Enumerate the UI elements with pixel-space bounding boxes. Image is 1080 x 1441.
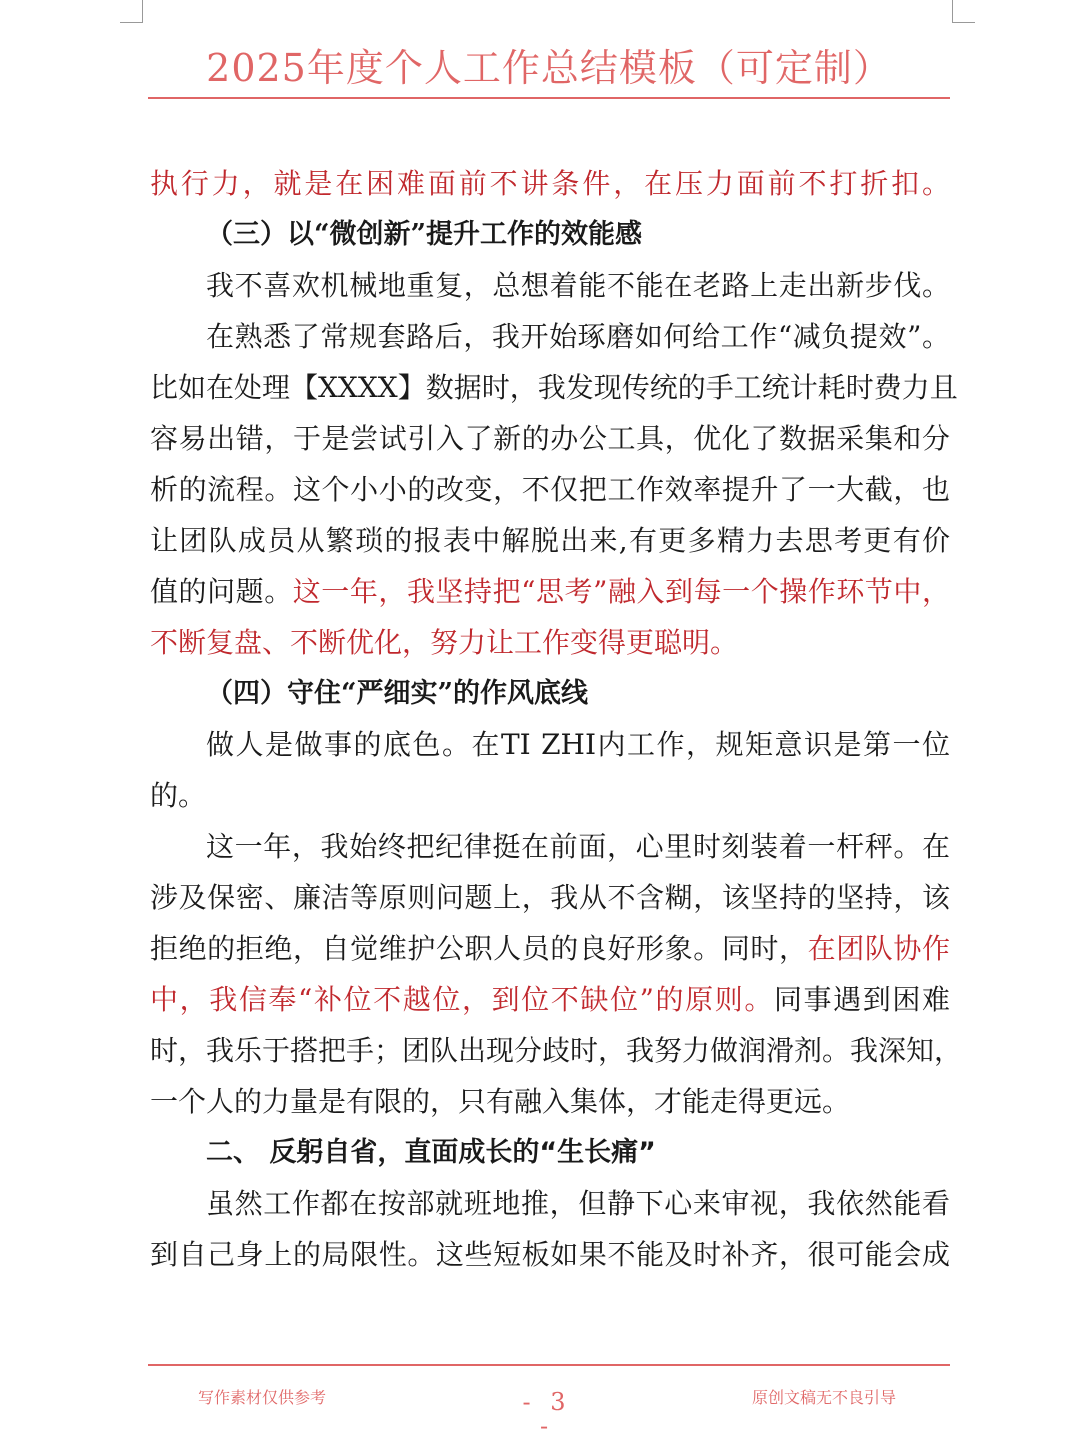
body-text: 比如在处理【XXXX】数据时，我发现传统的手工统计耗时费力且 [150, 371, 958, 404]
paragraph-line [150, 923, 950, 974]
header-divider [148, 97, 950, 99]
document-title: 2025年度个人工作总结模板（可定制） [206, 46, 892, 90]
body-text: 做人是做事的底色。在TI ZHI内工作，规矩意识是第一位 [206, 728, 950, 761]
page-number: - 3 - [522, 1388, 572, 1440]
section-heading [150, 209, 950, 260]
paragraph-line [150, 974, 950, 1025]
footer-divider [148, 1364, 950, 1366]
document-body [150, 158, 963, 1280]
paragraph-line [150, 1025, 963, 1076]
paragraph-line [150, 158, 950, 209]
body-text: 值的问题。 [150, 575, 293, 608]
section-heading-text: （四）守住“严细实”的作风底线 [206, 678, 589, 709]
section-heading-text: （三）以“微创新”提升工作的效能感 [206, 219, 643, 250]
body-text: 这一年，我始终把纪律挺在前面，心里时刻装着一杆秤。在 [206, 830, 950, 863]
page-corner-mark-right [952, 0, 975, 23]
paragraph-line [150, 311, 950, 362]
emphasis-text: 不断复盘、不断优化，努力让工作变得更聪明。 [150, 626, 739, 659]
emphasis-text: 中，我信奉“补位不越位，到位不缺位”的原则。 [150, 983, 774, 1016]
body-text: 涉及保密、廉洁等原则问题上，我从不含糊，该坚持的坚持，该 [150, 881, 950, 914]
body-text: 一个人的力量是有限的，只有融入集体，才能走得更远。 [150, 1085, 851, 1118]
page-corner-mark-left [120, 0, 143, 23]
paragraph-line [150, 617, 950, 668]
body-text: 拒绝的拒绝，自觉维护公职人员的良好形象。同时， [150, 932, 808, 965]
body-text: 在熟悉了常规套路后，我开始琢磨如何给工作“减负提效”。 [206, 320, 950, 353]
paragraph-line [150, 566, 950, 617]
paragraph-line [150, 515, 950, 566]
paragraph-line [150, 719, 950, 770]
paragraph-line [150, 260, 950, 311]
footer-disclaimer-left: 写作素材仅供参考 [198, 1388, 327, 1407]
body-text: 虽然工作都在按部就班地推，但静下心来审视，我依然能看 [206, 1187, 950, 1220]
body-text: 我不喜欢机械地重复，总想着能不能在老路上走出新步伐。 [206, 269, 950, 302]
footer-disclaimer-right: 原创文稿无不良引导 [752, 1388, 897, 1407]
paragraph-line [150, 872, 950, 923]
body-text: 析的流程。这个小小的改变，不仅把工作效率提升了一大截，也 [150, 473, 950, 506]
paragraph-line [150, 770, 950, 821]
paragraph-line [150, 821, 950, 872]
paragraph-line [150, 1229, 950, 1280]
emphasis-text: 在团队协作 [807, 932, 950, 965]
paragraph-line [150, 413, 950, 464]
paragraph-line [150, 1076, 950, 1127]
section-heading [150, 1127, 950, 1178]
emphasis-text: 这一年，我坚持把“思考”融入到每一个操作环节中， [292, 575, 950, 608]
body-text: 到自己身上的局限性。这些短板如果不能及时补齐，很可能会成 [150, 1238, 950, 1271]
section-heading-text: 二、 反躬自省，直面成长的“生长痛” [206, 1137, 656, 1168]
body-text: 时，我乐于搭把手；团队出现分歧时，我努力做润滑剂。我深知， [150, 1034, 963, 1067]
paragraph-line [150, 464, 950, 515]
section-heading [150, 668, 950, 719]
paragraph-line [150, 362, 958, 413]
body-text: 容易出错，于是尝试引入了新的办公工具，优化了数据采集和分 [150, 422, 950, 455]
body-text: 让团队成员从繁琐的报表中解脱出来,有更多精力去思考更有价 [150, 524, 950, 557]
body-text: 同事遇到困难 [773, 983, 950, 1016]
paragraph-line [150, 1178, 950, 1229]
emphasis-text: 执行力，就是在困难面前不讲条件，在压力面前不打折扣。 [150, 167, 950, 200]
body-text: 的。 [150, 779, 207, 812]
